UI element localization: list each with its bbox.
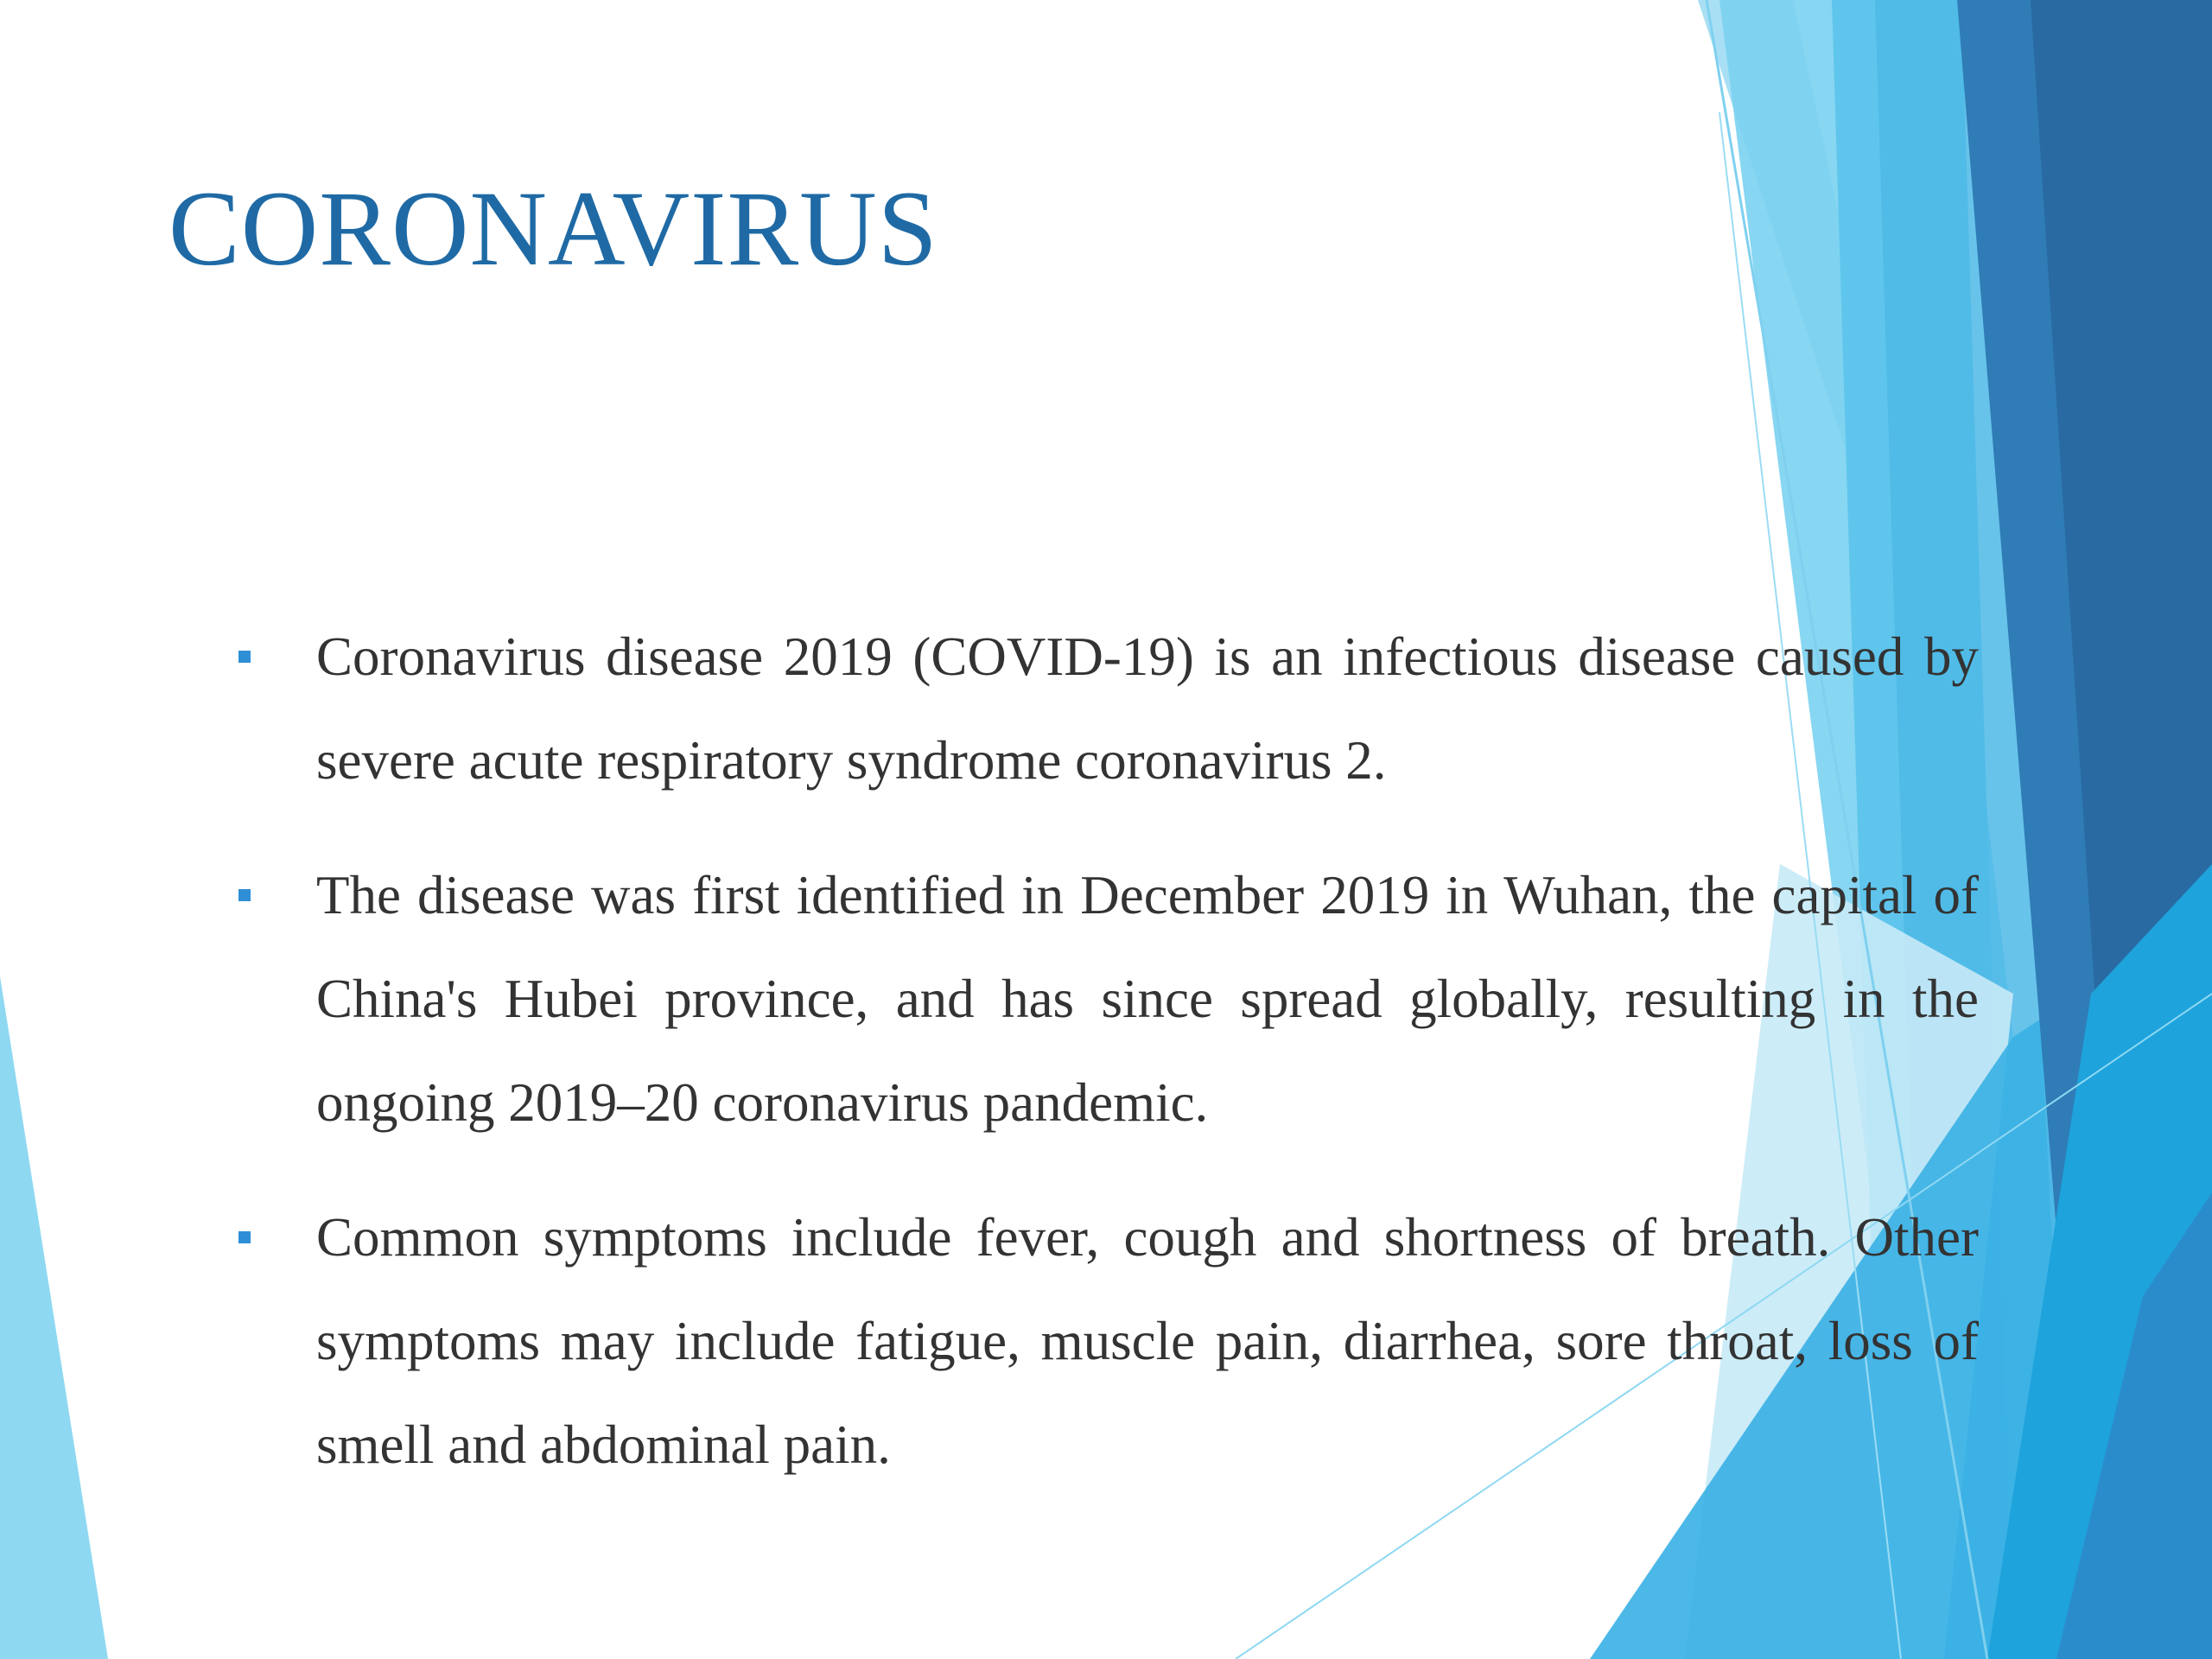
bullet-text: Coronavirus disease 2019 (COVID-19) is an infectious disease caused by severe acute respiratory syndrome coronavirus 2. bbox=[316, 626, 1979, 791]
bullet-text: The disease was first identified in December 2019 in Wuhan, the capital of China's Hubei province, and has since spread globally, resulting in the ongoing 2019–20 coronavirus pandemic. bbox=[316, 865, 1979, 1133]
bullet-item bbox=[233, 605, 1979, 812]
left-accent-shape bbox=[0, 976, 108, 1659]
bullet-item bbox=[233, 1185, 1979, 1497]
bullet-square-icon bbox=[238, 889, 251, 901]
bullet-list bbox=[233, 605, 1979, 1528]
bullet-square-icon bbox=[238, 651, 251, 663]
bullet-item bbox=[233, 843, 1979, 1154]
bullet-text: Common symptoms include fever, cough and shortness of breath. Other symptoms may include fatigue, muscle pain, diarrhea, sore throat, loss of smell and abdominal pain. bbox=[316, 1207, 1979, 1475]
bullet-square-icon bbox=[238, 1231, 251, 1243]
slide-title: CORONAVIRUS bbox=[168, 169, 938, 288]
